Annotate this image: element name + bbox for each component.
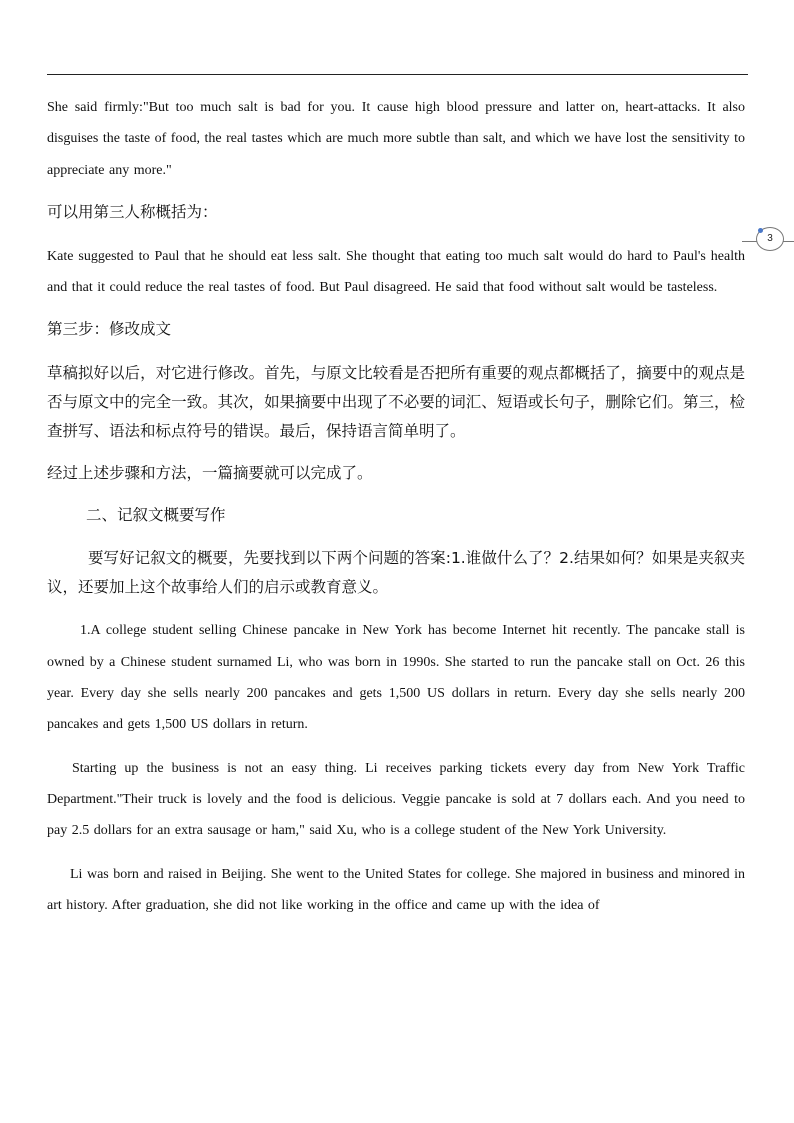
summary-example-paragraph: Kate suggested to Paul that he should eat less salt. She thought that eating too much salt would do hard to Paul's health and that it could reduce the real tastes of food. But Paul disagreed. He said that food without salt would be tasteless.	[47, 248, 745, 296]
done-paragraph: 经过上述步骤和方法，一篇摘要就可以完成了。	[47, 464, 373, 483]
document-body	[47, 92, 745, 921]
page-badge-dot-icon	[758, 228, 763, 233]
revise-paragraph: 草稿拟好以后，对它进行修改。首先，与原文比较看是否把所有重要的观点都概括了，摘要中的观点是否与原文中的完全一致。其次，如果摘要中出现了不必要的词汇、短语或长句子，删除它们。第三，检查拼写、语法和标点符号的错误。最后，保持语言简单明了。	[47, 364, 745, 441]
section2-intro-paragraph: 要写好记叙文的概要，先要找到以下两个问题的答案:1.谁做什么了？2.结果如何？如果是夹叙夹议，还要加上这个故事给人们的启示或教育意义。	[47, 549, 745, 597]
example-paragraph-2: Starting up the business is not an easy thing. Li receives parking tickets every day from New York Traffic Department."Their truck is lovely and the food is delicious. Veggie pancake is sold at 7 dollars each. And you need to pay 2.5 dollars for an extra sausage or ham," said Xu, who is a college student of the New York University.	[47, 760, 745, 839]
section2-heading: 二、记叙文概要写作	[86, 506, 226, 525]
page-number: 3	[767, 233, 773, 244]
step3-heading: 第三步：修改成文	[47, 320, 172, 339]
example-paragraph-1: 1.A college student selling Chinese pancake in New York has become Internet hit recently. The pancake stall is owned by a Chinese student surnamed Li, who was born in 1990s. She started to run the pancake stall on Oct. 26 this year. Every day she sells nearly 200 pancakes and gets 1,500 US dollars in return. Every day she sells nearly 200 pancakes and gets 1,500 US dollars in return.	[47, 623, 745, 733]
header-rule	[47, 74, 748, 75]
quote-paragraph: She said firmly:"But too much salt is bad for you. It cause high blood pressure and latter on, heart-attacks. It also disguises the taste of food, the real tastes which are much more subtle than salt, and which we have lost the sensitivity to appreciate any more."	[47, 100, 745, 178]
third-person-heading: 可以用第三人称概括为：	[47, 202, 218, 221]
example-paragraph-3: Li was born and raised in Beijing. She went to the United States for college. She majored in business and minored in art history. After graduation, she did not like working in the office and came up with the idea of	[47, 866, 745, 913]
